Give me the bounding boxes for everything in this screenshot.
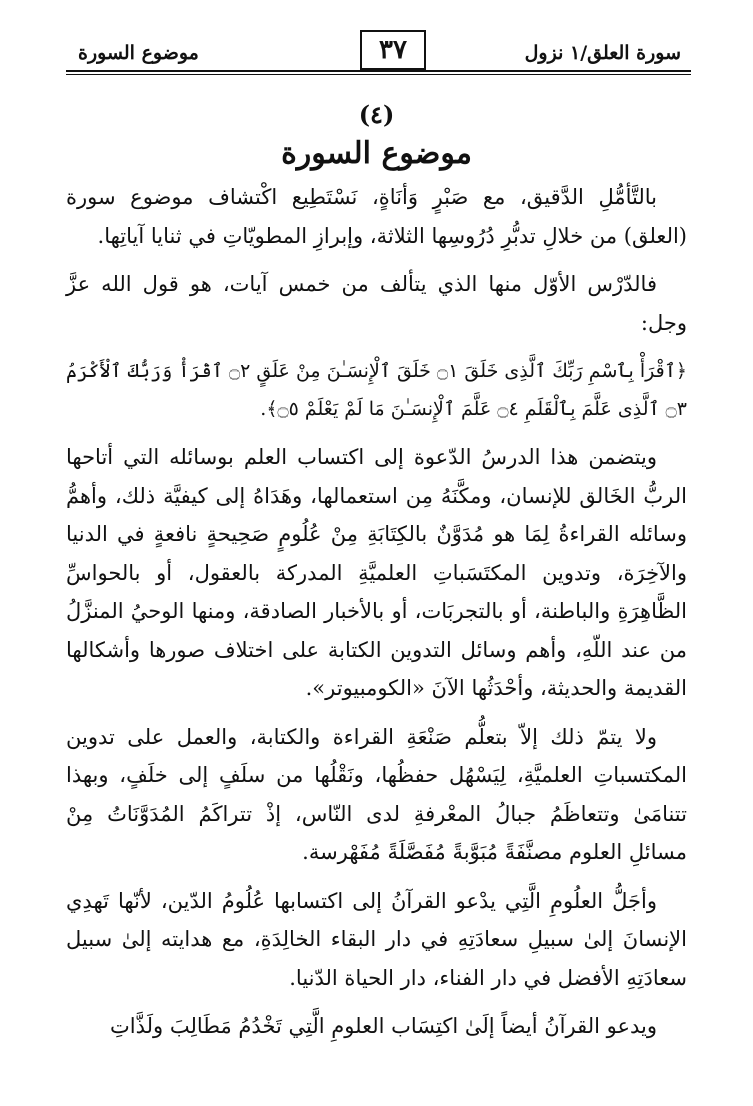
body-text [66,178,687,1056]
paragraph: ويتضمن هذا الدرسُ الدّعوة إلى اكتساب العلم بوسائله التي أتاحها الربُّ الخَالق للإنسان، ومكَّنَهُ مِن استعمالها، وهَدَاهُ إلى كيفيَّة ذلك، وأهمُّ وسائله القراءةُ لِمَا هو مُدَوَّنٌ بالكِتَابَةِ مِنْ عُلُومٍ صَحِيحةٍ نافعةٍ في الدنيا والآخِرَة، وتدوين المكتَسَباتِ العلميَّةِ المدركة بالعقول، أو بالحواسِّ الظَّاهِرَةِ والباطنة، أو بالتجربَات، أو بالأخبار الصادقة، ومنها الوحيُ المنزَّلُ من عند اللّهِ، وأهم وسائل التدوين الكتابة على اختلاف صورها وأشكالها القديمة والحديثة، وأحْدَثُها الآنَ «الكومبيوتر». [66,445,687,700]
page-number: ٣٧ [360,30,426,70]
header-section-title: موضوع السورة [78,42,199,64]
paragraph: ولا يتمّ ذلك إلاّ بتعلُّم صَنْعَةِ القراءة والكتابة، والعمل على تدوين المكتسباتِ العلميَّةِ، لِيَسْهُل حفظُها، ونَقْلُها من سلَفٍ إلى خلَفٍ، وبهذا تتنامَىٰ وتتعاظَمُ جبالُ المعْرفةِ لدى النّاس، إذْ تتراكَمُ المُدَوَّنَاتُ مِنْ مسائلِ العلوم مصنَّفَةً مُبَوَّبةً مُفَصَّلَةً مُفَهْرسة. [66,724,687,864]
paragraph: ويدعو القرآنُ أيضاً إلَىٰ اكتِسَاب العلومِ الَّتِي تَخْدُمُ مَطَالِبَ ولَذَّاتِ [110,1014,657,1038]
paragraph: بالتَّأمُّلِ الدَّقيق، مع صَبْرٍ وَأنَاةٍ، نَسْتَطِيع اكْتشاف موضوع سورة (العلق) من خلالِ تدبُّرِ دُرُوسِها الثلاثة، وإبرازِ المطويّاتِ في ثنايا آياتِها. [66,185,687,248]
section-number: (٤) [358,100,395,129]
section-title: موضوع السورة [281,136,472,171]
header-surah-title: سورة العلق/١ نزول [524,42,681,64]
header-rule-thin [66,74,691,75]
paragraph: وأجَلُّ العلُومِ الَّتِي يدْعو القرآنُ إلى اكتسابها عُلُومُ الدّين، لأنّها تَهدِي الإنسانَ إلىٰ سبيلِ سعادَتِهِ في دار البقاء الخالِدَةِ، مع هدايته إلىٰ سبيل سعادَتِهِ الأفضل في دار الفناء، دار الحياة الدّنيا. [66,888,687,990]
header-rule [66,70,691,72]
paragraph: فالدّرْس الأوّل منها الذي يتألف من خمس آيات، هو قول الله عزَّ وجل: [66,272,687,335]
quran-verse-block: ﴿ٱقْرَأْ بِٱسْمِ رَبِّكَ ٱلَّذِى خَلَقَ ۝١ خَلَقَ ٱلْإِنسَـٰنَ مِنْ عَلَقٍ ۝٢ ٱقْرَأْ وَرَبُّكَ ٱلْأَكْرَمُ ۝٣ ٱلَّذِى عَلَّمَ بِٱلْقَلَمِ ۝٤ عَلَّمَ ٱلْإِنسَـٰنَ مَا لَمْ يَعْلَمْ ۝٥﴾. [66,360,687,420]
running-header [66,30,691,78]
